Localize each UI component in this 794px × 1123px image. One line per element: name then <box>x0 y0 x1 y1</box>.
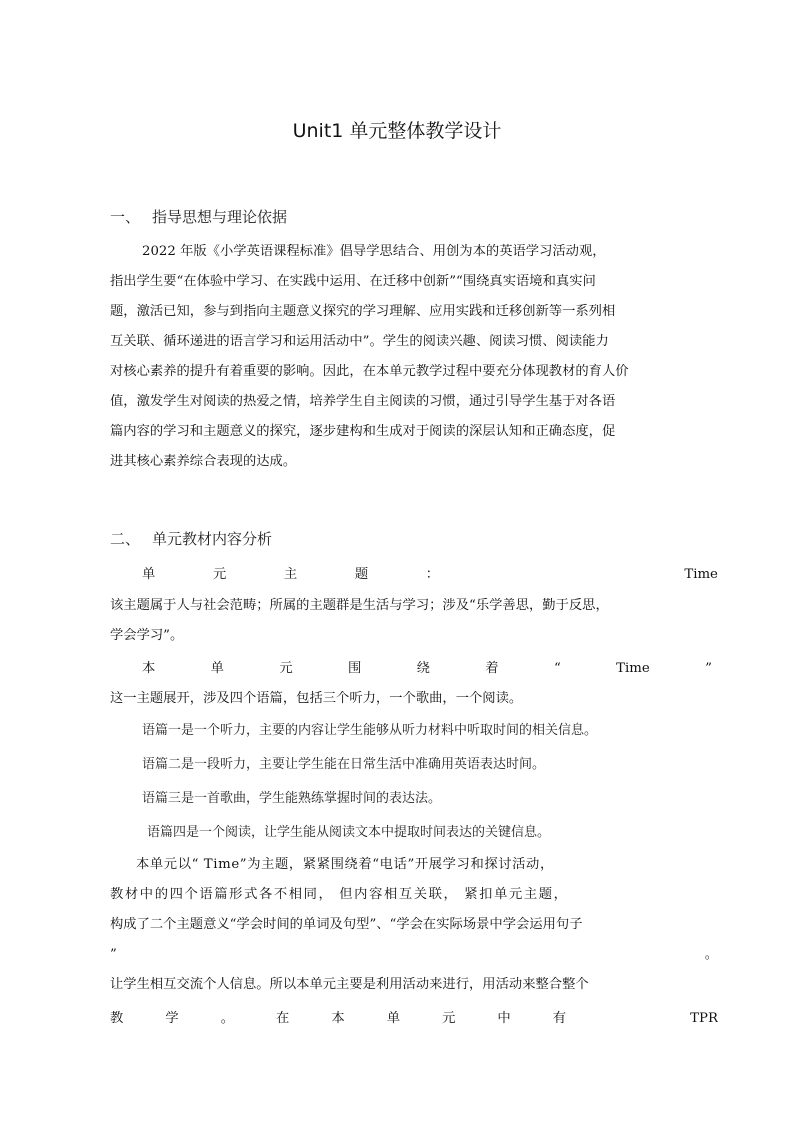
paragraph-line: 构成了二个主题意义“学会时间的单词及句型”、“学会在实际场景中学会运用句子 <box>110 917 583 932</box>
last-token: 。 <box>220 1011 234 1026</box>
text-description-4: 语篇四是一个阅读，让学生能从阅读文本中提取时间表达的关键信息。 <box>147 825 551 840</box>
section-title: 单元教材内容分析 <box>152 530 273 548</box>
last-token: 学 <box>165 1011 179 1026</box>
section-heading-2 <box>110 528 272 549</box>
around-token: 围 <box>347 661 362 676</box>
section-title: 指导思想与理论依据 <box>152 208 288 226</box>
paragraph-line: 这一主题展开，涉及四个语篇，包括三个听力，一个歌曲，一个阅读。 <box>110 691 523 706</box>
quote-mark: ” <box>110 947 117 962</box>
paragraph-line: 题，激活已知，参与到指向主题意义探究的学习理解、应用实践和迁移创新等一系列相 <box>110 304 616 319</box>
theme-token: Time <box>684 567 718 582</box>
around-token: 单 <box>210 661 224 676</box>
around-token: 绕 <box>416 661 430 676</box>
paragraph-line: 互关联、循环递进的语言学习和运用活动中”。学生的阅读兴趣、阅读习惯、阅读能力 <box>110 334 609 349</box>
last-token: 教 <box>110 1011 124 1026</box>
paragraph-line: 让学生相互交流个人信息。所以本单元主要是利用活动来进行，用活动来整合整个 <box>110 977 589 992</box>
section-number: 一、 <box>110 208 141 226</box>
around-token: Time <box>616 661 650 676</box>
paragraph-line: 值，激发学生对阅读的热爱之情，培养学生自主阅读的习惯，通过引导学生基于对各语 <box>110 394 616 409</box>
theme-token: 元 <box>212 567 227 582</box>
around-token: 元 <box>279 661 293 676</box>
period-mark: 。 <box>704 947 718 962</box>
paragraph-line: 篇内容的学习和主题意义的探究，逐步建构和生成对于阅读的深层认知和正确态度，促 <box>110 424 616 439</box>
theme-token: 题 <box>354 567 369 582</box>
theme-token: 单 <box>142 567 156 582</box>
quote-close-line <box>110 946 718 964</box>
around-token: 本 <box>142 661 156 676</box>
last-token: 元 <box>442 1011 456 1026</box>
around-token: 着 <box>485 661 499 676</box>
text-description-2: 语篇二是一段听力，主要让学生能在日常生活中准确用英语表达时间。 <box>142 757 546 772</box>
section-number: 二、 <box>110 530 141 548</box>
paragraph-line: 教材中的四个语篇形式各不相同， 但内容相互关联， 紧扣单元主题， <box>110 887 569 902</box>
paragraph-line: 学会学习”。 <box>110 628 184 643</box>
last-token: TPR <box>690 1011 718 1026</box>
paragraph-line: 该主题属于人与社会范畴；所属的主题群是生活与学习；涉及“乐学善思，勤于反思， <box>110 598 609 613</box>
paragraph-line: 指出学生要“在体验中学习、在实践中运用、在迁移中创新”“围绕真实语境和真实问 <box>110 274 596 289</box>
around-line <box>142 660 712 678</box>
theme-token: ： <box>425 567 440 582</box>
text-description-1: 语篇一是一个听力，主要的内容让学生能够从听力材料中听取时间的相关信息。 <box>142 723 598 738</box>
around-token: ” <box>705 661 712 676</box>
last-token: 有 <box>552 1011 567 1026</box>
last-token: 本 <box>331 1011 345 1026</box>
last-token: 中 <box>497 1011 511 1026</box>
page-title: Unit1 单元整体教学设计 <box>292 120 502 142</box>
text-description-3: 语篇三是一首歌曲，学生能熟练掌握时间的表达法。 <box>142 791 442 806</box>
last-token: 在 <box>276 1011 290 1026</box>
last-token: 单 <box>386 1011 401 1026</box>
paragraph-line: 本单元以“ Time”为主题，紧紧围绕着“电话”开展学习和探讨活动， <box>136 857 554 872</box>
around-token: “ <box>553 661 561 676</box>
paragraph-line: 对核心素养的提升有着重要的影响。因此，在本单元教学过程中要充分体现教材的育人价 <box>110 364 629 379</box>
paragraph-line: 2022 年版《小学英语课程标准》倡导学思结合、用创为本的英语学习活动观， <box>142 244 606 259</box>
section-heading-1 <box>110 206 287 227</box>
theme-line <box>142 566 718 584</box>
last-line <box>110 1010 718 1028</box>
paragraph-line: 进其核心素养综合表现的达成。 <box>110 454 297 469</box>
theme-token: 主 <box>283 567 298 582</box>
